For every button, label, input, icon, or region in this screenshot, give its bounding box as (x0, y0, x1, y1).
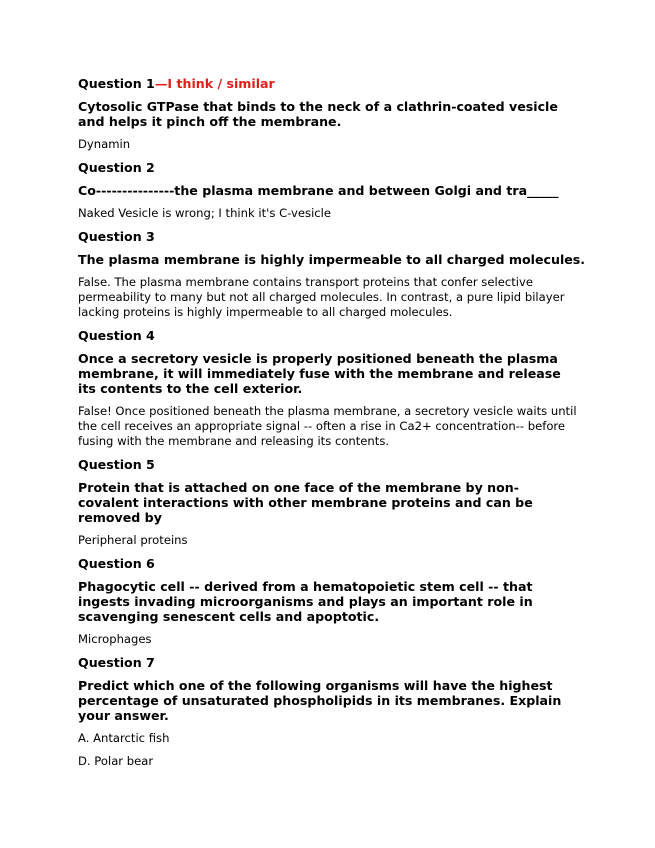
question-1 (78, 76, 578, 152)
question-heading-label: Question 1 (78, 76, 155, 91)
question-1-answer: Dynamin (78, 137, 131, 151)
question-6-answer: Microphages (78, 632, 152, 646)
question-7-option-a: A. Antarctic fish (78, 731, 170, 745)
question-7-prompt: Predict which one of the following organisms will have the highest percentage of unsaturated phospholipids in its membranes. Explain your answer. (78, 678, 562, 723)
question-4-heading: Question 4 (78, 328, 155, 343)
document-page (78, 76, 586, 777)
question-1-prompt: Cytosolic GTPase that binds to the neck of a clathrin-coated vesicle and helps it pinch off the membrane. (78, 99, 558, 129)
question-3-prompt: The plasma membrane is highly impermeable to all charged molecules. (78, 252, 586, 267)
question-5-heading: Question 5 (78, 457, 155, 472)
question-3-answer: False. The plasma membrane contains transport proteins that confer selective permeability to many but not all charged molecules. In contrast, a pure lipid bilayer lacking proteins is highly impermeable to all charged molecules. (78, 275, 565, 319)
question-4-prompt: Once a secretory vesicle is properly positioned beneath the plasma membrane, it will immediately fuse with the membrane and release its contents to the cell exterior. (78, 351, 561, 396)
question-7 (78, 655, 578, 769)
question-2-answer: Naked Vesicle is wrong; I think it's C-vesicle (78, 206, 332, 220)
question-6 (78, 556, 578, 647)
question-2-prompt: Co---------------the plasma membrane and between Golgi and tra_____ (78, 183, 559, 198)
question-7-heading: Question 7 (78, 655, 155, 670)
question-3-heading: Question 3 (78, 229, 155, 244)
question-5-answer: Peripheral proteins (78, 533, 188, 547)
question-4-answer: False! Once positioned beneath the plasma membrane, a secretory vesicle waits until the cell receives an appropriate signal -- often a rise in Ca2+ concentration-- before fusing with the membrane and releasing its contents. (78, 404, 577, 448)
question-6-prompt: Phagocytic cell -- derived from a hematopoietic stem cell -- that ingests invading microorganisms and plays an important role in scavenging senescent cells and apoptotic. (78, 579, 533, 624)
question-6-heading: Question 6 (78, 556, 155, 571)
question-5 (78, 457, 578, 548)
question-2-heading: Question 2 (78, 160, 155, 175)
question-3 (78, 229, 586, 320)
question-7-option-d: D. Polar bear (78, 754, 154, 768)
question-1-heading (78, 76, 578, 91)
question-5-prompt: Protein that is attached on one face of the membrane by non-covalent interactions with other membrane proteins and can be removed by (78, 480, 533, 525)
question-4 (78, 328, 578, 449)
question-note: —I think / similar (154, 76, 275, 91)
question-2 (78, 160, 578, 221)
